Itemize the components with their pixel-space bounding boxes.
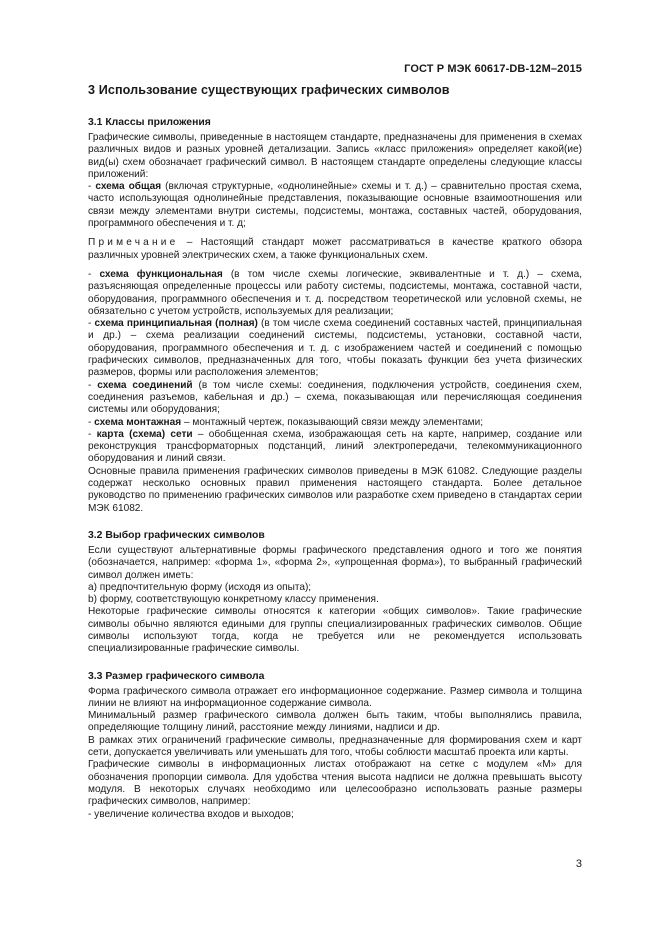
paragraph: В рамках этих ограничений графические символы, предназначенные для формирования схем и карт сети, допускается увеличивать или уменьшать для того, чтобы соблюсти масштаб проекта или карты. xyxy=(88,734,582,759)
section-3-3-title: 3.3 Размер графического символа xyxy=(88,670,265,682)
paragraph: Минимальный размер графического символа должен быть таким, чтобы выполнялись правила, определяющие толщину линий, расстояние между линиями, надписи и др. xyxy=(88,710,582,734)
document-code: ГОСТ Р МЭК 60617-DB-12M–2015 xyxy=(404,63,582,75)
page-body xyxy=(88,60,582,821)
list-item-connection-scheme: - схема соединений (в том числе схемы: соединения, подключения устройств, соединения схем, соединения разъемов, кабельная и др.) – схема, показывающая или перечисляющая соединения системы или оборудования; xyxy=(88,379,582,416)
section-3-2-title: 3.2 Выбор графических символов xyxy=(88,529,265,541)
paragraph: Графические символы в информационных листах отображают на сетке с модулем «М» для обозначения пропорции символа. Для удобства чтения высота надписи не должна превышать высоту модуля. В некоторых случаях необходимо или целесообразно использовать разные размеры графических символов, например: xyxy=(88,759,582,808)
paragraph: Если существуют альтернативные формы графического представления одного и того же понятия (обозначается, например: «форма 1», «форма 2», «упрощенная форма»), то выбранный графический символ должен иметь: xyxy=(88,544,582,581)
section-3-1-title: 3.1 Классы приложения xyxy=(88,117,211,128)
note: Примечание – Настоящий стандарт может рассматриваться в качестве краткого обзора различных уровней электрических схем, а также функциональных схем. xyxy=(88,237,582,261)
list-item-assembly-scheme: - схема монтажная – монтажный чертеж, показывающий связи между элементами; xyxy=(88,416,484,428)
list-item-b: b) форму, соответствующую конкретному классу применения. xyxy=(88,594,379,606)
list-item-principal-scheme: - схема принципиальная (полная) (в том числе схема соединений составных частей, принципиальная и др.) – схема реализации соединений системы, подсистемы, установки, составной части, оборудования, программного обеспечения и т. д. с изображением частей и соединений с помощью графических символов, предназначенных для того, чтобы показать функции без учета физических размеров, формы или расположения элементов; xyxy=(88,318,583,379)
page-number: 3 xyxy=(575,858,582,870)
list-item-general-scheme: - схема общая (включая структурные, «однолинейные» схемы и т. д.) – сравнительно простая схема, часто использующая однолинейные представления, показывающие основные взаимоотношения или связи между элементами внутри системы, подсистемы, монтажа, составных частей, оборудования, программного обеспечения и т. д; xyxy=(88,181,582,230)
list-item: - увеличение количества входов и выходов; xyxy=(88,808,294,820)
paragraph: Некоторые графические символы относятся к категории «общих символов». Такие графические символы обычно являются едиными для группы специализированных графических символов. Общие символы используют тогда, когда не требуется или не рекомендуется использовать специализированные графические символы. xyxy=(88,606,582,655)
paragraph: Основные правила применения графических символов приведены в МЭК 61082. Следующие разделы содержат несколько основных правил применения настоящего стандарта. Более детальное руководство по применению графических символов или разработке схем приведено в стандартах серии МЭК 61082. xyxy=(88,465,582,514)
section-3-title: 3 Использование существующих графических символов xyxy=(88,83,450,97)
paragraph: Графические символы, приведенные в настоящем стандарте, предназначены для применения в схемах различных видов и разных уровней детализации. Запись «класс приложения» определяет какой(ие) вид(ы) схем обозначает графический символ. В настоящем стандарте определены следующие классы приложений: xyxy=(88,132,582,180)
paragraph: Форма графического символа отражает его информационное содержание. Размер символа и толщина линии не влияют на информационное содержание символа. xyxy=(88,685,582,709)
list-item-functional-scheme: - схема функциональная (в том числе схемы логические, эквивалентные и т. д.) – схема, разъясняющая определенные процессы или работу системы, подсистемы, монтажа, составной части, оборудования, программного обеспечения и т. д. посредством теоретической или условной схемы, не обязательно с учетом устройств, используемых для реализации; xyxy=(88,268,582,317)
list-item-a: а) предпочтительную форму (исходя из опыта); xyxy=(88,581,312,593)
list-item-network-map: - карта (схема) сети – обобщенная схема, изображающая сеть на карте, например, создание или реконструкция трансформаторных подстанций, линий электропередачи, телекоммуникационного оборудования и линий связи. xyxy=(88,428,583,465)
